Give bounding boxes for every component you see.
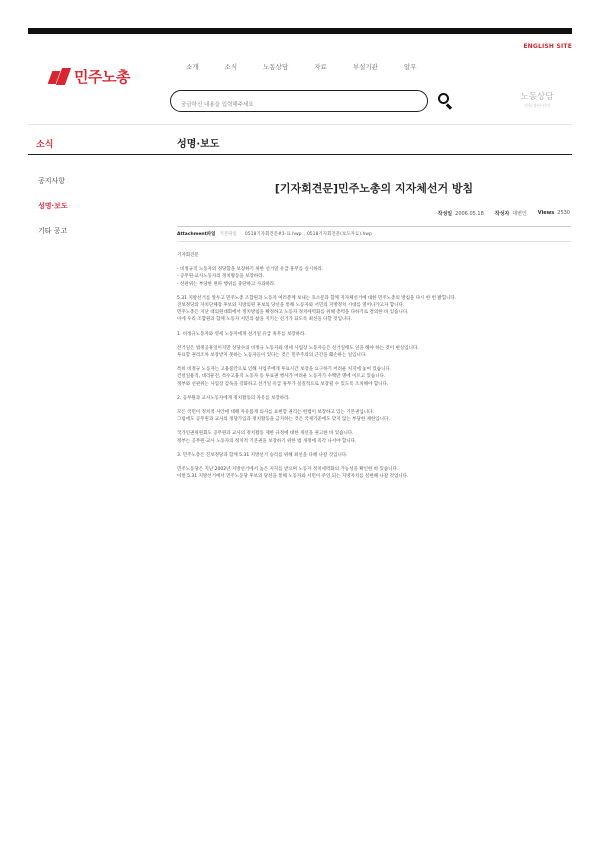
attachment-file-2[interactable]: 0518기자회견문(보도자료).hwp bbox=[306, 232, 372, 237]
post-author: 작성자 대변인 bbox=[494, 211, 527, 217]
nav-item-news[interactable]: 소식 bbox=[224, 63, 238, 71]
attachments-row bbox=[177, 226, 571, 242]
paragraph-gap bbox=[177, 359, 571, 366]
paragraph-gap bbox=[177, 324, 571, 331]
body-paragraph: 이번 5.31 지방선거에서 민주노동당 후보의 당선을 통해 노동자와 서민이 주인 되는 지방자치를 실현해 나갈 것입니다. bbox=[177, 474, 409, 480]
paragraph-gap bbox=[177, 259, 571, 266]
attachment-file-1[interactable]: 0518기자회견문#1-표.hwp bbox=[244, 232, 302, 237]
body-paragraph: 2. 공무원과 교사노동자에게 정치활동의 자유를 보장하라. bbox=[177, 395, 290, 401]
sidebar-item-other-notices[interactable]: 기타 공고 bbox=[38, 227, 68, 235]
body-paragraph: 정부는 공무원·교사 노동자의 정치적 기본권을 보장하기 위한 법 개정에 즉각 나서야 합니다. bbox=[177, 438, 357, 444]
labor-consult-sub: 민원·불편·건의 bbox=[524, 103, 550, 108]
body-paragraph: 국가인권위원회도 공무원과 교사의 정치활동 제한 규정에 대한 개선을 권고한 바 있습니다. bbox=[177, 431, 354, 437]
body-paragraph: 선거일은 법정공휴일이지만 상당수의 비정규 노동자와 영세 사업장 노동자들은 선거일에도 일을 해야 하는 것이 현실입니다. bbox=[177, 345, 419, 351]
main-nav bbox=[186, 62, 443, 71]
post-meta bbox=[438, 210, 570, 217]
nav-item-resources[interactable]: 자료 bbox=[314, 63, 327, 71]
body-paragraph: 3. 민주노총은 진보정당과 함께 5.31 지방선거 승리를 위해 최선을 다해 나갈 것입니다. bbox=[177, 452, 348, 458]
body-paragraph: 민주노총은 지난 대의원대회에서 정치방침을 확정하고 노동자 정치세력화를 위해 총력을 다하기로 결의한 바 있습니다. bbox=[177, 310, 409, 316]
body-paragraph: 투표할 권리조차 보장받지 못하는 노동자들이 있다는 것은 민주주의의 근간을 훼손하는 일입니다. bbox=[177, 353, 367, 359]
search-box bbox=[170, 90, 428, 112]
section-divider bbox=[28, 154, 572, 155]
paragraph-gap bbox=[177, 402, 571, 409]
post-title: [기자회견문]민주노총의 지자체선거 방침 bbox=[274, 182, 474, 195]
paragraph-gap bbox=[177, 459, 571, 466]
body-paragraph: 기자회견문 bbox=[177, 253, 199, 258]
paragraph-gap bbox=[177, 338, 571, 345]
header-divider bbox=[28, 124, 572, 125]
body-paragraph: 건설일용직, 대리운전, 특수고용직 노동자 등 투표권 행사가 어려운 노동자가 수백만 명에 이르고 있습니다. bbox=[177, 374, 386, 380]
sidebar-item-notices[interactable]: 공지사항 bbox=[38, 177, 66, 185]
page-title: 성명·보도 bbox=[177, 139, 220, 150]
search-input[interactable] bbox=[171, 95, 427, 115]
body-paragraph: 특히 비정규 노동자는 고용불안으로 인해 사업주에게 투표시간 보장을 요구하기 어려운 처지에 놓여 있습니다. bbox=[177, 367, 392, 373]
body-paragraph: 정부와 선관위는 사업장 감독을 강화하고 선거일 유급 휴무가 실질적으로 보장될 수 있도록 조치해야 합니다. bbox=[177, 381, 389, 387]
labor-consult-button[interactable] bbox=[512, 90, 562, 109]
body-paragraph: 1. 비정규노동자와 영세 노동자에게 선거일 유급 휴무를 보장하라. bbox=[177, 331, 306, 337]
section-title: 소식 bbox=[36, 140, 54, 150]
body-paragraph: 그럼에도 공무원과 교사의 정당가입과 정치활동을 금지하는 것은 국제기준에도 맞지 않는 부당한 제한입니다. bbox=[177, 417, 390, 423]
body-paragraph: 이에 우리 조합원과 함께 노동자 서민의 삶을 지키는 선거가 되도록 최선을 다할 것입니다. bbox=[177, 317, 353, 323]
body-paragraph: - 공무원·교사노동자의 정치활동을 보장하라. bbox=[177, 274, 265, 280]
logo-text: 민주노총 bbox=[74, 68, 130, 86]
nav-item-about[interactable]: 소개 bbox=[186, 63, 199, 71]
nav-item-affiliates[interactable]: 부설기관 bbox=[352, 63, 378, 71]
attachment-label: Attachment파일 bbox=[177, 232, 216, 237]
paragraph-gap bbox=[177, 423, 571, 430]
body-paragraph: - 선관위는 부당한 편파 행위를 중단하고 사과하라. bbox=[177, 281, 276, 287]
labor-consult-label: 노동상담 bbox=[520, 92, 554, 102]
post-views: Views 2530 bbox=[537, 210, 570, 216]
search-icon[interactable] bbox=[436, 92, 454, 110]
paragraph-gap bbox=[177, 388, 571, 395]
kctu-logo-icon bbox=[50, 68, 70, 86]
top-bar bbox=[28, 28, 572, 34]
nav-item-work[interactable]: 알무 bbox=[403, 63, 417, 71]
sidebar bbox=[38, 176, 68, 251]
body-paragraph: - 비정규직 노동자의 정당함을 보장하기 위한 선거일 유급 휴무를 실시하라. bbox=[177, 267, 324, 273]
paragraph-gap bbox=[177, 445, 571, 452]
logo[interactable] bbox=[50, 66, 130, 87]
post-date: 작성일 2006.05.18 bbox=[437, 211, 484, 217]
attachment-sub-label: 기본파일 bbox=[219, 232, 237, 237]
body-paragraph: 모든 국민이 정치적 사안에 대해 자유롭게 의사를 표현할 권리는 헌법이 보장하고 있는 기본권입니다. bbox=[177, 410, 374, 416]
body-paragraph: 진보정당의 자치단체장 후보와 지방의원 후보의 당선을 통해 노동자와 서민의 지방정치 시대를 열어나가고자 합니다. bbox=[177, 303, 405, 309]
body-paragraph: 민주노동당은 지난 2002년 지방선거에서 높은 지지를 받으며 노동자 정치세력화의 가능성을 확인한 바 있습니다. bbox=[177, 467, 399, 473]
post-body bbox=[177, 252, 571, 480]
body-paragraph: 5.31 지방선거를 앞두고 민주노총 조합원과 노동자 여러분께 보내는 호소문과 함께 지자체선거에 대한 민주노총의 방침을 다시 한 번 밝힙니다. bbox=[177, 295, 457, 301]
paragraph-gap bbox=[177, 288, 571, 295]
sidebar-item-statements[interactable]: 성명·보도 bbox=[38, 202, 68, 210]
nav-item-labor-consult[interactable]: 노동상담 bbox=[263, 63, 289, 71]
english-site-link[interactable]: ENGLISH SITE bbox=[523, 43, 572, 50]
attachment-separator: , bbox=[303, 231, 305, 237]
